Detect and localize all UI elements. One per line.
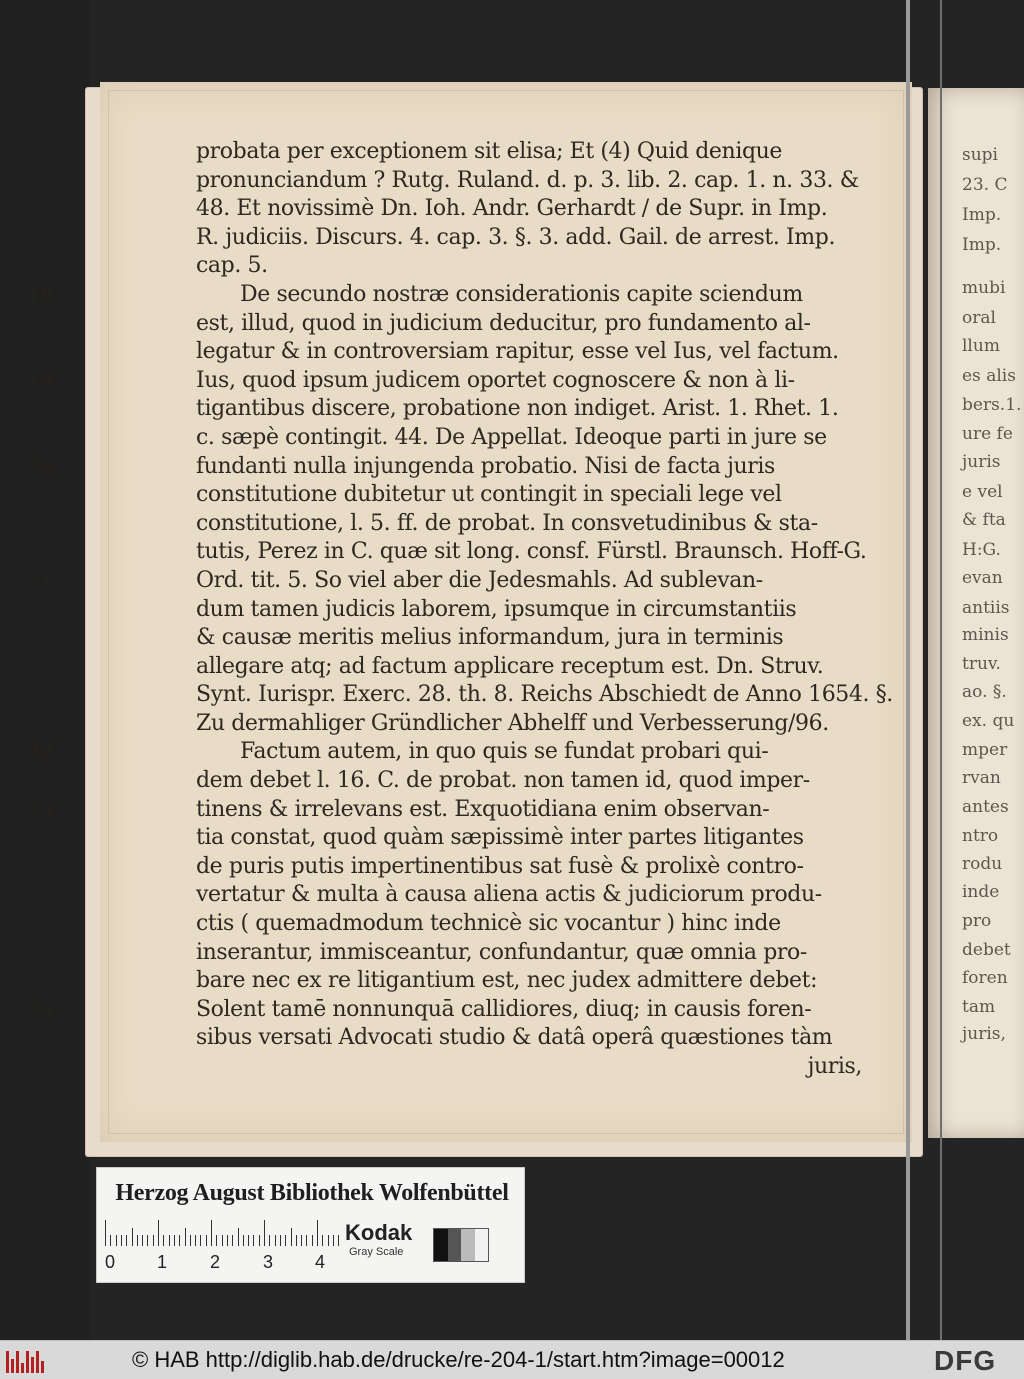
text-line (26, 281, 886, 310)
facing-page-fragment: foren (962, 968, 1008, 988)
facing-page-fragment: ntro (962, 826, 999, 846)
ruler-tick (158, 1220, 159, 1246)
ruler-tick (132, 1228, 133, 1246)
line-text: dem debet l. 16. C. de probat. non tamen id, quod imper- (196, 768, 810, 794)
scale-ruler (105, 1220, 333, 1246)
facing-page-fragment: H:G. (962, 540, 1001, 560)
ruler-tick (301, 1235, 302, 1246)
facing-page-fragment: Imp. (962, 205, 1002, 225)
facing-page-fragment: ao. §. (962, 682, 1007, 702)
ruler-tick (243, 1235, 244, 1246)
ruler-tick (222, 1235, 223, 1246)
ruler-tick (190, 1235, 191, 1246)
ruler-tick (110, 1235, 111, 1246)
facing-page-fragment: rodu (962, 854, 1003, 874)
text-line (196, 596, 886, 625)
line-text: Ord. tit. 5. So viel aber die Jedesmahls. Ad sublevan- (196, 567, 763, 593)
line-text: est, illud, quod in judicium deducitur, pro fundamento al- (196, 310, 811, 336)
line-text: c. sæpè contingit. 44. De Appellat. Ideoque parti in jure se (196, 424, 827, 450)
ruler-number: 0 (105, 1252, 116, 1272)
page-text (26, 138, 893, 1082)
facing-page-fragment: minis (962, 625, 1009, 645)
scan-left-margin (0, 0, 90, 1340)
facing-page-fragment: inde (962, 882, 1000, 902)
text-line (196, 881, 886, 910)
line-text: sibus versati Advocati studio & datâ operâ quæstiones tàm (196, 1025, 833, 1051)
line-text: de puris putis impertinentibus sat fusè & prolixè contro- (196, 853, 804, 879)
footer-bar (0, 1340, 1024, 1379)
ruler-tick (306, 1235, 307, 1246)
ruler-tick (153, 1235, 154, 1246)
facing-page-fragment: antes (962, 797, 1009, 817)
section-number: 21. (26, 568, 60, 593)
line-text: probata per exceptionem sit elisa; Et (4) Quid denique (196, 139, 783, 164)
section-number: 24. (26, 997, 60, 1022)
facing-page-fragment: juris (962, 452, 1001, 472)
text-line (26, 453, 886, 482)
ruler-tick (248, 1235, 249, 1246)
library-name: Herzog August Bibliothek Wolfenbüttel (115, 1180, 509, 1206)
ruler-tick (195, 1235, 196, 1246)
facing-page-fragment: evan (962, 568, 1003, 588)
ruler-tick (137, 1235, 138, 1246)
glass-plate-edge (906, 0, 910, 1340)
ruler-number: 1 (157, 1252, 168, 1272)
text-line (196, 424, 886, 453)
hab-logo-icon (6, 1347, 46, 1373)
glass-plate-edge-inner (940, 0, 942, 1340)
ruler-tick (285, 1235, 286, 1246)
text-line (196, 195, 886, 224)
facing-page-fragment: Imp. (962, 235, 1002, 255)
section-number: 20. (26, 454, 60, 479)
line-text: bare nec ex re litigantium est, nec judex admittere debet: (196, 968, 818, 994)
facing-page-fragment: mper (962, 740, 1008, 760)
section-number: 18. (26, 282, 60, 307)
ruler-tick (253, 1235, 254, 1246)
facing-page-fragment: supi (962, 145, 998, 165)
line-text: inserantur, immisceantur, confundantur, quæ omnia pro- (196, 939, 807, 965)
text-line (196, 252, 886, 281)
line-text: ctis ( quemadmodum technicè sic vocantur ) hinc inde (196, 911, 781, 937)
color-target-card (96, 1167, 525, 1283)
line-text: 48. Et novissimè Dn. Ioh. Andr. Gerhardt / de Supr. in Imp. (196, 196, 828, 222)
ruler-tick (179, 1235, 180, 1246)
line-text: & causæ meritis melius informandum, jura in terminis (196, 625, 784, 651)
ruler-tick (312, 1235, 313, 1246)
text-line (196, 224, 886, 253)
facing-page-fragment: mubi (962, 278, 1006, 298)
text-line (196, 653, 886, 682)
text-line (196, 967, 886, 996)
text-line (26, 367, 886, 396)
ruler-tick (174, 1235, 175, 1246)
text-line (196, 338, 886, 367)
kodak-gray-scale-label: Gray Scale (349, 1246, 404, 1258)
ruler-tick (333, 1235, 334, 1246)
ruler-tick (280, 1235, 281, 1246)
line-text: tutis, Perez in C. quæ sit long. consf. Fürstl. Braunsch. Hoff-G. (196, 539, 867, 565)
ruler-tick (328, 1235, 329, 1246)
text-line (26, 796, 886, 825)
ruler-tick (264, 1220, 265, 1246)
text-line (196, 710, 886, 739)
ruler-tick (142, 1235, 143, 1246)
kodak-logo: Kodak (345, 1220, 413, 1245)
text-line (196, 310, 886, 339)
text-line (196, 681, 893, 710)
ruler-tick (216, 1235, 217, 1246)
ruler-tick (211, 1220, 212, 1246)
text-line (196, 939, 886, 968)
ruler-tick (121, 1235, 122, 1246)
line-text: Solent tamē nonnunquā callidiores, diuq; in causis foren- (196, 996, 812, 1022)
facing-page-fragment: oral (962, 308, 996, 328)
ruler-tick (105, 1220, 106, 1246)
ruler-tick (116, 1235, 117, 1246)
line-text: legatur & in controversiam rapitur, esse vel Ius, vel factum. (196, 339, 839, 365)
line-text: fundanti nulla injungenda probatio. Nisi de facta juris (196, 453, 775, 479)
facing-page-fragment: juris, (962, 1024, 1006, 1044)
text-line (196, 910, 886, 939)
ruler-tick (227, 1235, 228, 1246)
facing-page-fragment: rvan (962, 768, 1001, 788)
ruler-tick (126, 1235, 127, 1246)
line-text: constitutione, l. 5. ff. de probat. In consvetudinibus & sta- (196, 510, 818, 536)
line-text: cap. 5. (196, 253, 268, 279)
facing-page-fragment: pro (962, 911, 992, 931)
text-line (196, 167, 886, 196)
copyright-link[interactable]: © HAB http://diglib.hab.de/drucke/re-204-1/start.htm?image=00012 (132, 1347, 785, 1372)
ruler-tick (206, 1235, 207, 1246)
ruler-tick (317, 1220, 318, 1246)
line-text: dum tamen judicis laborem, ipsumque in circumstantiis (196, 596, 797, 622)
text-line (26, 738, 886, 767)
facing-page-fragment: e vel (962, 482, 1003, 502)
ruler-tick (296, 1235, 297, 1246)
line-text: Ius, quod ipsum judicem oportet cognoscere & non à li- (196, 367, 795, 393)
line-text: Zu dermahliger Gründlicher Abhelff und Verbesserung/96. (196, 710, 829, 736)
text-line (26, 996, 886, 1025)
gray-scale-patches (433, 1228, 489, 1262)
facing-page-fragment: es alis (962, 366, 1016, 386)
text-line (196, 510, 886, 539)
text-line (196, 824, 886, 853)
line-text: juris, (807, 1054, 862, 1079)
ruler-tick (291, 1228, 292, 1246)
text-line (196, 767, 886, 796)
line-text: Factum autem, in quo quis se fundat probari qui- (240, 739, 769, 765)
ruler-tick (322, 1235, 323, 1246)
facing-page-fragment: antiis (962, 598, 1010, 618)
facing-page-fragment: llum (962, 336, 1000, 356)
text-line (26, 567, 886, 596)
dfg-logo: DFG (934, 1345, 997, 1376)
line-text: tia constat, quod quàm sæpissimè inter partes litigantes (196, 825, 804, 851)
facing-page-fragment: truv. (962, 654, 1001, 674)
ruler-tick (338, 1235, 339, 1246)
line-text: Synt. Iurispr. Exerc. 28. th. 8. Reichs Abschiedt de Anno 1654. §. (196, 682, 893, 708)
facing-page-fragment: ex. qu (962, 711, 1015, 731)
ruler-tick (238, 1228, 239, 1246)
ruler-number: 2 (210, 1252, 221, 1272)
ruler-tick (169, 1235, 170, 1246)
line-text: vertatur & multa à causa aliena actis & judiciorum produ- (196, 882, 822, 908)
line-text: tigantibus discere, probatione non indiget. Arist. 1. Rhet. 1. (196, 396, 839, 422)
section-number: 19. (26, 368, 60, 393)
section-number: 23. (26, 797, 60, 822)
ruler-tick (232, 1235, 233, 1246)
facing-page-fragment: & fta (962, 510, 1006, 530)
ruler-tick (185, 1228, 186, 1246)
ruler-tick (200, 1235, 201, 1246)
facing-page-fragment: bers.1. (962, 395, 1022, 415)
ruler-number: 3 (263, 1252, 274, 1272)
text-line (196, 395, 886, 424)
ruler-tick (163, 1235, 164, 1246)
ruler-tick (269, 1235, 270, 1246)
ruler-tick (275, 1235, 276, 1246)
ruler-tick (147, 1235, 148, 1246)
text-line (196, 138, 886, 167)
section-number: 22. (26, 740, 60, 765)
facing-page-fragment: tam (962, 997, 996, 1017)
line-text: tinens & irrelevans est. Exquotidiana enim observan- (196, 796, 770, 822)
text-line (196, 538, 886, 567)
line-text: De secundo nostræ considerationis capite sciendum (240, 281, 803, 307)
line-text: R. judiciis. Discurs. 4. cap. 3. §. 3. add. Gail. de arrest. Imp. (196, 224, 836, 250)
line-text: allegare atq; ad factum applicare receptum est. Dn. Struv. (196, 653, 824, 679)
text-line (196, 1024, 886, 1053)
facing-page-fragment: ure fe (962, 424, 1013, 444)
text-line (196, 624, 886, 653)
text-line (196, 1053, 886, 1082)
ruler-tick (259, 1235, 260, 1246)
ruler-number: 4 (315, 1252, 326, 1272)
line-text: constitutione dubitetur ut contingit in speciali lege vel (196, 482, 782, 508)
text-line (196, 481, 886, 510)
facing-page-fragment: debet (962, 940, 1011, 960)
text-line (196, 853, 886, 882)
facing-page-fragment: 23. C (962, 175, 1008, 195)
line-text: pronunciandum ? Rutg. Ruland. d. p. 3. lib. 2. cap. 1. n. 33. & (196, 167, 859, 193)
